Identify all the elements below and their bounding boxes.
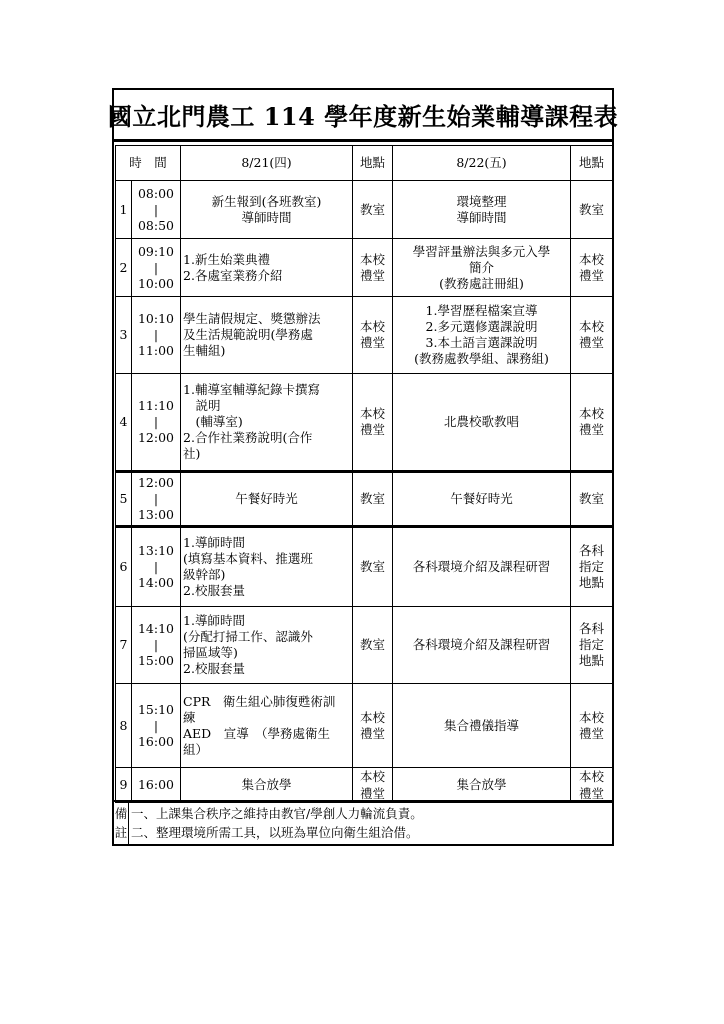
day1-activity: 集合放學 [181,768,353,803]
table-row [116,239,613,297]
period-time: 15:10 | 16:00 [132,684,181,768]
day2-activity: 北農校歌教唱 [393,374,571,472]
header-day1: 8/21(四) [181,146,353,181]
day2-location: 本校 禮堂 [571,768,613,803]
table-row [116,297,613,374]
period-time: 08:00 | 08:50 [132,181,181,239]
day1-location: 本校 禮堂 [353,239,393,297]
table-row [116,181,613,239]
header-loc2: 地點 [571,146,613,181]
day1-activity: 1.新生始業典禮 2.各處室業務介紹 [181,239,353,297]
day1-location: 本校 禮堂 [353,684,393,768]
day2-location: 本校 禮堂 [571,684,613,768]
table-row [116,527,613,607]
period-time: 14:10 | 15:00 [132,607,181,684]
day1-activity: 午餐好時光 [181,472,353,527]
day2-activity: 環境整理 導師時間 [393,181,571,239]
note-item: 二、整理環境所需工具，以班為單位向衛生組洽借。 [131,825,419,840]
period-time: 09:10 | 10:00 [132,239,181,297]
period-time: 11:10 | 12:00 [132,374,181,472]
day2-activity: 各科環境介紹及課程研習 [393,527,571,607]
period-number: 1 [116,181,132,239]
day2-location: 本校 禮堂 [571,239,613,297]
schedule-table [115,145,613,803]
day2-activity: 1.學習歷程檔案宣導 2.多元選修選課說明 3.本土語言選課說明 (教務處教學組、課務組) [393,297,571,374]
note-item: 一、上課集合秩序之維持由教官/學創人力輪流負責。 [131,806,423,821]
header-day2: 8/22(五) [393,146,571,181]
period-number: 6 [116,527,132,607]
header-time: 時 間 [116,146,181,181]
day2-activity: 學習評量辦法與多元入學 簡介 (教務處註冊組) [393,239,571,297]
table-row [116,607,613,684]
day2-location: 教室 [571,472,613,527]
table-row [116,684,613,768]
day2-activity: 各科環境介紹及課程研習 [393,607,571,684]
period-time: 10:10 | 11:00 [132,297,181,374]
notes-body [129,802,423,844]
day1-location: 教室 [353,527,393,607]
period-number: 9 [116,768,132,803]
day2-location: 各科 指定 地點 [571,527,613,607]
day1-location: 本校 禮堂 [353,768,393,803]
day2-location: 教室 [571,181,613,239]
period-time: 16:00 [132,768,181,803]
day1-activity: 1.導師時間 (分配打掃工作、認識外 掃區域等) 2.校服套量 [181,607,353,684]
day1-activity: 新生報到(各班教室) 導師時間 [181,181,353,239]
period-time: 12:00 | 13:00 [132,472,181,527]
period-number: 7 [116,607,132,684]
period-number: 5 [116,472,132,527]
day2-activity: 集合放學 [393,768,571,803]
day2-location: 本校 禮堂 [571,374,613,472]
period-number: 2 [116,239,132,297]
table-row [116,374,613,472]
day1-activity: CPR 衛生組心肺復甦術訓 練 AED 宣導 （學務處衛生 組） [181,684,353,768]
day2-location: 各科 指定 地點 [571,607,613,684]
day2-location: 本校 禮堂 [571,297,613,374]
schedule-sheet [107,88,619,846]
period-number: 3 [116,297,132,374]
notes-label: 備 註 [114,802,129,844]
table-row [116,768,613,803]
day1-location: 教室 [353,181,393,239]
day2-activity: 午餐好時光 [393,472,571,527]
day2-activity: 集合禮儀指導 [393,684,571,768]
day1-location: 本校 禮堂 [353,374,393,472]
page-title: 國立北門農工 114 學年度新生始業輔導課程表 [114,90,612,142]
period-time: 13:10 | 14:00 [132,527,181,607]
period-number: 4 [116,374,132,472]
day1-location: 教室 [353,472,393,527]
day1-activity: 學生請假規定、獎懲辦法 及生活規範說明(學務處 生輔組) [181,297,353,374]
day1-activity: 1.導師時間 (填寫基本資料、推選班 級幹部) 2.校服套量 [181,527,353,607]
header-loc1: 地點 [353,146,393,181]
period-number: 8 [116,684,132,768]
header-row [116,146,613,181]
day1-activity: 1.輔導室輔導紀錄卡撰寫 説明 (輔導室) 2.合作社業務說明(合作 社) [181,374,353,472]
day1-location: 本校 禮堂 [353,297,393,374]
notes-section [114,800,612,844]
table-row [116,472,613,527]
day1-location: 教室 [353,607,393,684]
